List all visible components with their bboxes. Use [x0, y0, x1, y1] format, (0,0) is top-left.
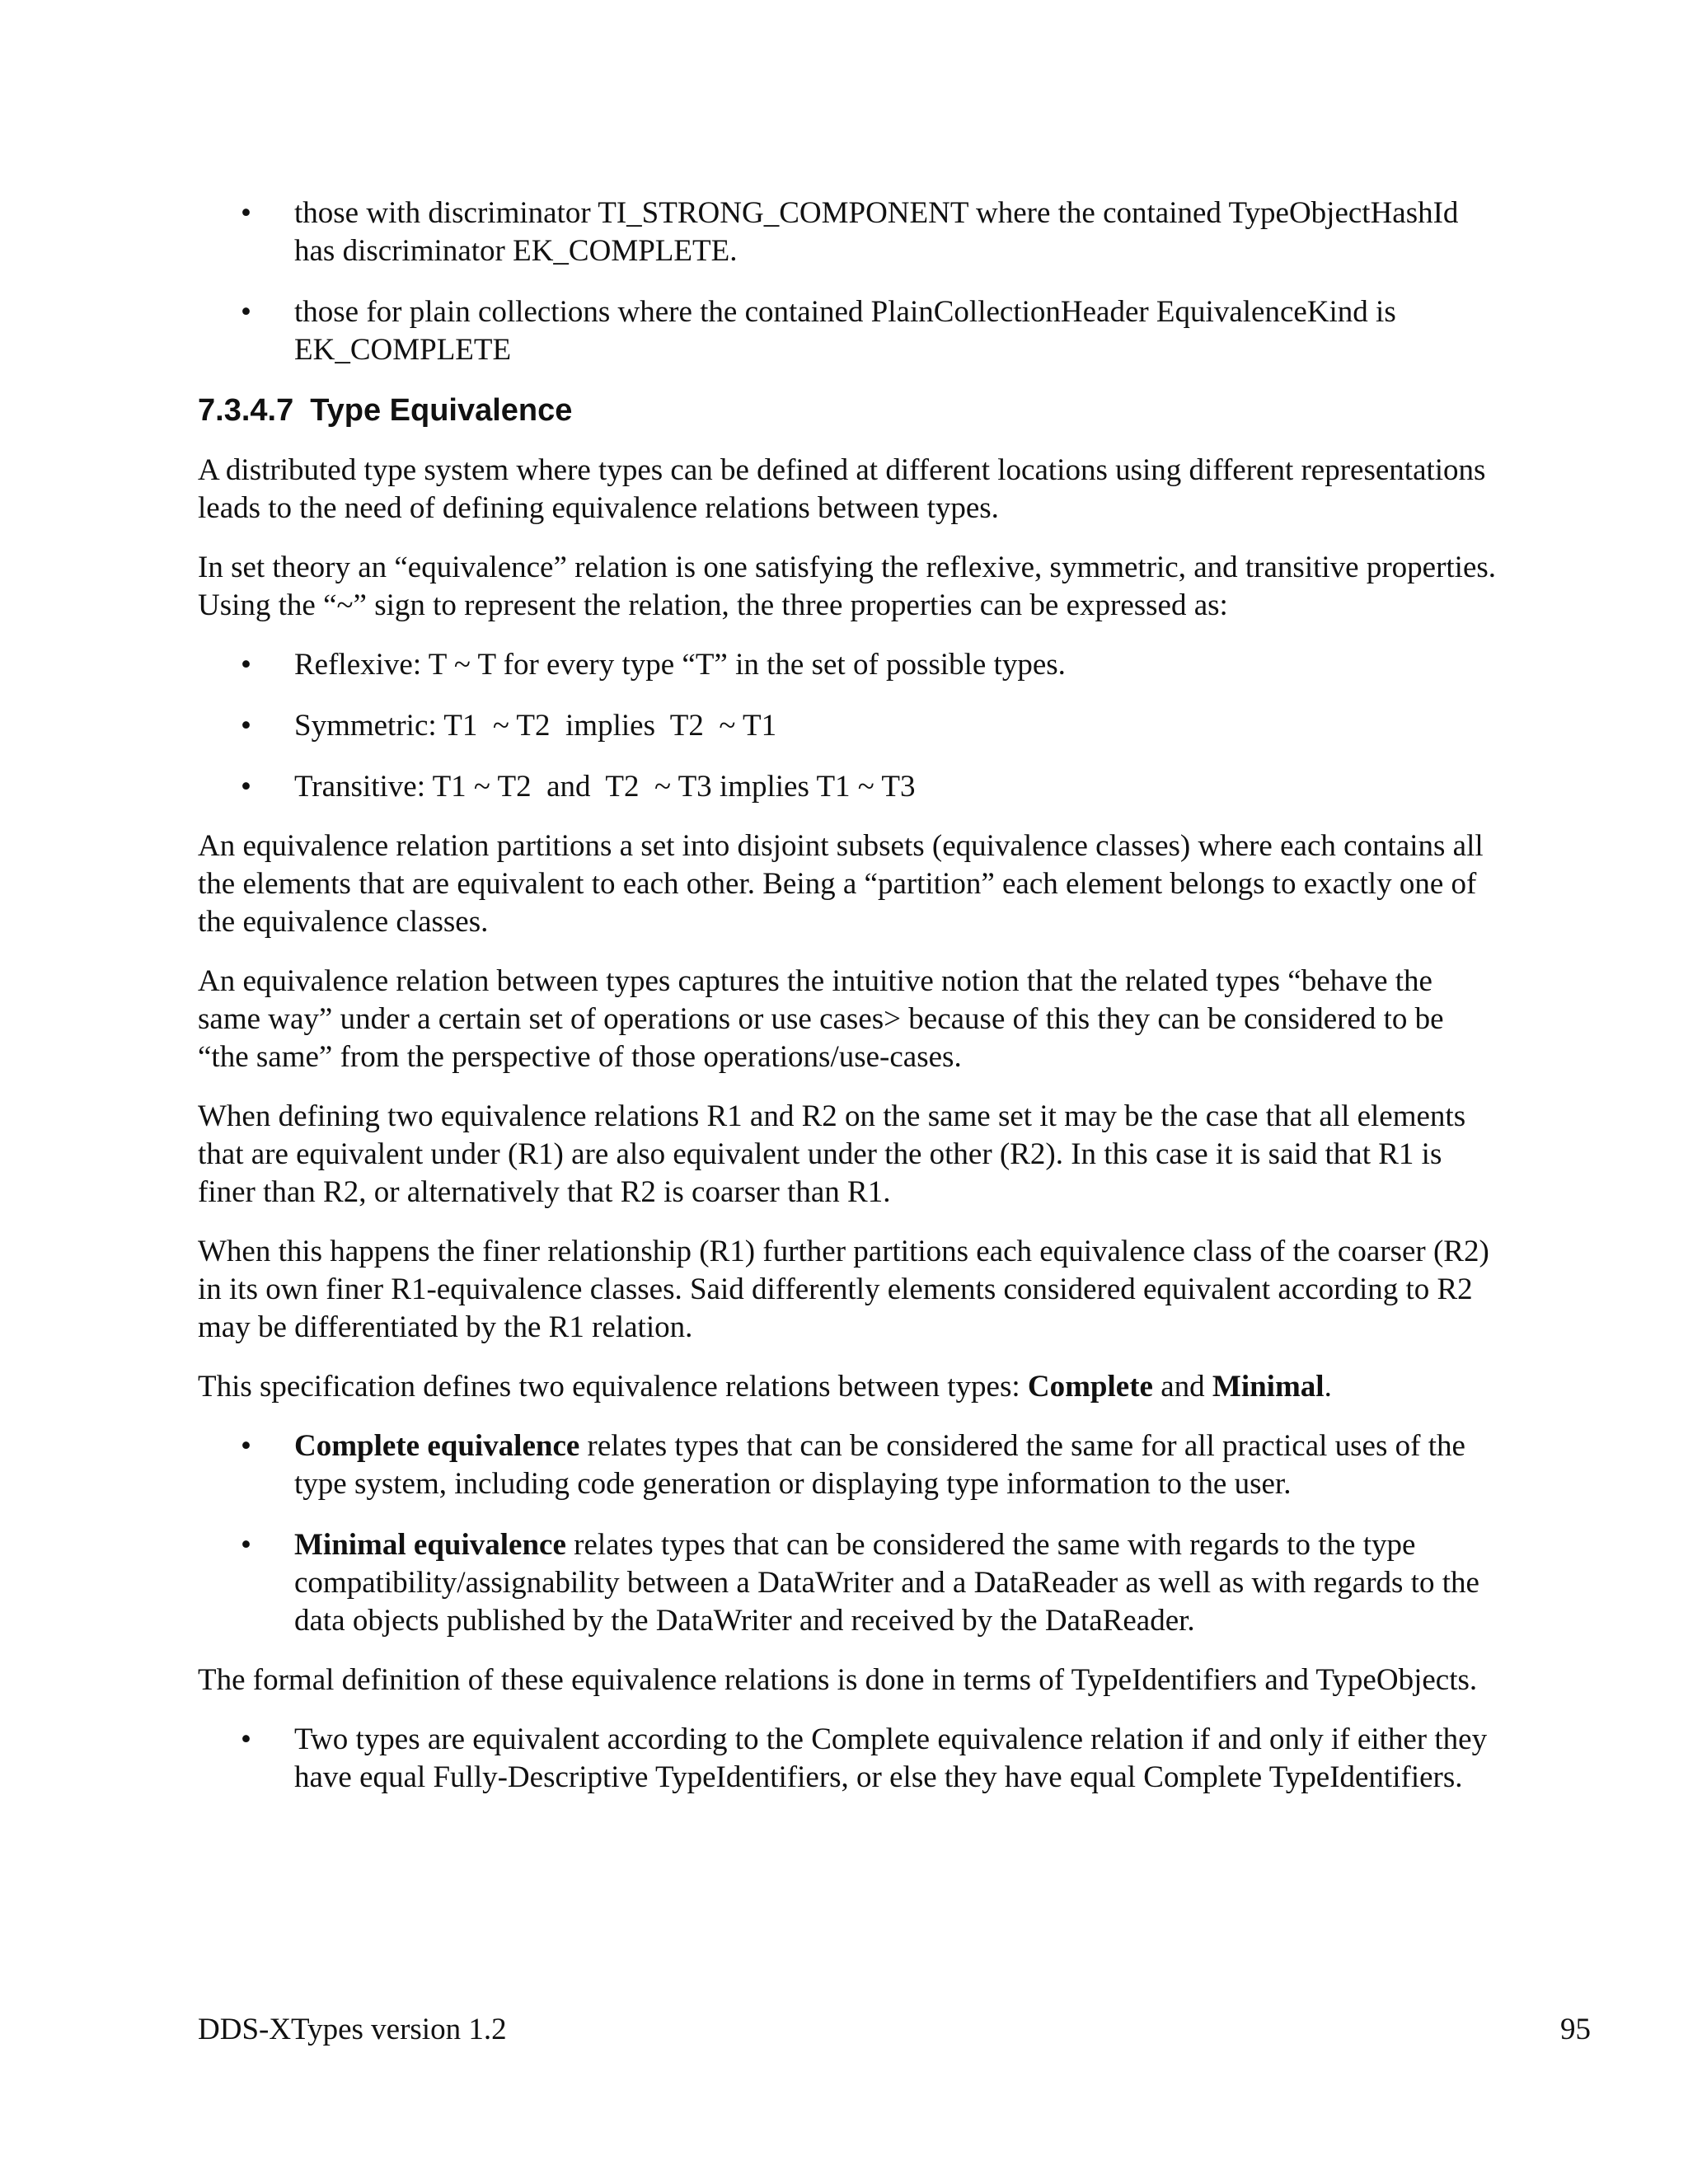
list-item	[198, 768, 1500, 806]
text-run: .	[1324, 1370, 1332, 1404]
bullet-icon: •	[241, 295, 251, 329]
bullet-icon: •	[241, 1722, 251, 1756]
properties-list	[198, 646, 1500, 806]
bullet-icon: •	[241, 196, 251, 230]
list-item	[198, 293, 1500, 369]
bullet-icon: •	[241, 1429, 251, 1463]
list-item-text: Transitive: T1 ~ T2 and T2 ~ T3 implies T1 ~ T3	[294, 770, 916, 804]
equivalence-kinds-list	[198, 1427, 1500, 1640]
list-item	[198, 707, 1500, 745]
paragraph: In set theory an “equivalence” relation is one satisfying the reflexive, symmetric, and transitive properties. Using the “~” sign to represent the relation, the three properties can be expressed as:	[198, 551, 1497, 622]
list-item-text: those for plain collections where the contained PlainCollectionHeader EquivalenceKind is EK_COMPLETE	[294, 295, 1396, 367]
bullet-icon: •	[241, 770, 251, 804]
section-number: 7.3.4.7	[198, 393, 294, 428]
bullet-icon: •	[241, 709, 251, 743]
text-run: and	[1152, 1370, 1212, 1404]
page-content	[198, 194, 1500, 1818]
list-item	[198, 194, 1500, 270]
list-item	[198, 1721, 1500, 1797]
term-complete: Complete	[1027, 1370, 1153, 1404]
paragraph: The formal definition of these equivalence relations is done in terms of TypeIdentifiers and TypeObjects.	[198, 1663, 1478, 1697]
section-heading	[198, 391, 1500, 430]
list-item	[198, 1526, 1500, 1640]
paragraph: An equivalence relation partitions a set into disjoint subsets (equivalence classes) where each contains all the elements that are equivalent to each other. Being a “partition” each element belongs to exactly one of the equivalence classes.	[198, 829, 1484, 939]
paragraph	[198, 1368, 1500, 1406]
paragraph: When this happens the finer relationship (R1) further partitions each equivalence class of the coarser (R2) in its own finer R1-equivalence classes. Said differently elements considered equivalent according to R2 may be differentiated by the R1 relation.	[198, 1235, 1489, 1344]
list-item	[198, 1427, 1500, 1503]
list-item-text: Symmetric: T1 ~ T2 implies T2 ~ T1	[294, 709, 777, 743]
footer-title: DDS-XTypes version 1.2	[198, 2013, 507, 2046]
list-item-text: those with discriminator TI_STRONG_COMPONENT where the contained TypeObjectHashId has discriminator EK_COMPLETE.	[294, 196, 1459, 268]
list-item-text: Reflexive: T ~ T for every type “T” in the set of possible types.	[294, 648, 1066, 682]
list-item-term: Complete equivalence	[294, 1429, 580, 1463]
list-item-text: relates types that can be considered the same with regards to the type compatibility/assignability between a DataWriter and a DataReader as well as with regards to the data objects published by the DataWriter and received by the DataReader.	[294, 1528, 1479, 1638]
text-run: This specification defines two equivalence relations between types:	[198, 1370, 1028, 1404]
paragraph: An equivalence relation between types captures the intuitive notion that the related types “behave the same way” under a certain set of operations or use cases> because of this they can be considered to be “the same” from the perspective of those operations/use-cases.	[198, 964, 1444, 1074]
term-minimal: Minimal	[1212, 1370, 1325, 1404]
bullet-icon: •	[241, 648, 251, 682]
list-item	[198, 646, 1500, 684]
bullet-icon: •	[241, 1528, 251, 1562]
page-number: 95	[1560, 2013, 1591, 2046]
section-title: Type Equivalence	[310, 393, 573, 428]
top-bullet-list	[198, 194, 1500, 369]
list-item-text: relates types that can be considered the same for all practical uses of the type system, including code generation or displaying type information to the user.	[294, 1429, 1465, 1501]
paragraph: A distributed type system where types can be defined at different locations using different representations leads to the need of defining equivalence relations between types.	[198, 453, 1486, 525]
final-bullet-list	[198, 1721, 1500, 1797]
paragraph: When defining two equivalence relations R1 and R2 on the same set it may be the case that all elements that are equivalent under (R1) are also equivalent under the other (R2). In this case it is said that R1 is finer than R2, or alternatively that R2 is coarser than R1.	[198, 1099, 1466, 1209]
list-item-text: Two types are equivalent according to the Complete equivalence relation if and only if either they have equal Fully-Descriptive TypeIdentifiers, or else they have equal Complete TypeIdentifiers.	[294, 1722, 1488, 1794]
list-item-term: Minimal equivalence	[294, 1528, 566, 1562]
